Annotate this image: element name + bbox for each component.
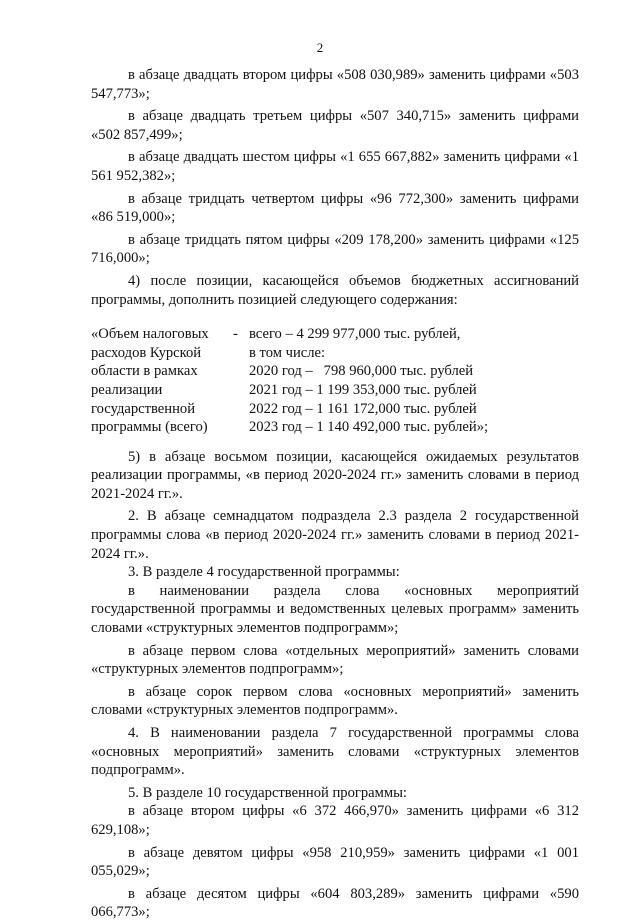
document-body	[91, 66, 579, 922]
paragraph-abzac-34: в абзаце тридцать четвертом цифры «96 772,300» заменить цифрами «86 519,000»;	[91, 190, 579, 226]
paragraph-section-10-abzac-10: в абзаце десятом цифры «604 803,289» заменить цифрами «590 066,773»;	[91, 885, 579, 921]
paragraph-section-2: 2. В абзаце семнадцатом подраздела 2.3 раздела 2 государственной программы слова «в период 2020-2024 гг.» заменить словами в период 2021-2024 гг.».	[91, 508, 579, 562]
paragraph-item-4: 4) после позиции, касающейся объемов бюджетных ассигнований программы, дополнить позицией следующего содержания:	[91, 272, 579, 308]
paragraph-section-10-heading: 5. В разделе 10 государственной программы:	[128, 784, 407, 801]
paragraph-section-10-abzac-2: в абзаце втором цифры «6 372 466,970» заменить цифрами «6 312 629,108»;	[91, 803, 579, 838]
paragraph-section-4-abzac-41: в абзаце сорок первом слова «основных мероприятий» заменить словами «структурных элементов подпрограмм».	[91, 683, 579, 719]
value-line: в том числе:	[249, 344, 326, 361]
paragraph-item-5: 5) в абзаце восьмом позиции, касающейся ожидаемых результатов реализации программы, «в период 2020-2024 гг.» заменить словами в период 2021-2024 гг.».	[91, 448, 579, 502]
tax-expenditure-values	[249, 325, 579, 437]
paragraph-section-4-title: в наименовании раздела слова «основных мероприятий государственной программы и ведомственных целевых программ» заменить словами «структурных элементов подпрограмм»;	[91, 582, 579, 637]
tax-expenditure-label	[91, 325, 233, 437]
value-line: 2021 год – 1 199 353,000 тыс. рублей	[249, 381, 477, 398]
paragraph-section-10-abzac-9: в абзаце девятом цифры «958 210,959» заменить цифрами «1 001 055,029»;	[91, 844, 579, 880]
paragraph-section-4-abzac-1: в абзаце первом слова «отдельных мероприятий» заменить словами «структурных элементов подпрограмм»;	[91, 642, 579, 678]
paragraph-section-7: 4. В наименовании раздела 7 государственной программы слова «основных мероприятий» заменить словами «структурных элементов подпрограмм».	[91, 725, 579, 779]
paragraph-abzac-22: в абзаце двадцать втором цифры «508 030,989» заменить цифрами «503 547,773»;	[91, 67, 579, 102]
paragraph-abzac-23: в абзаце двадцать третьем цифры «507 340,715» заменить цифрами «502 857,499»;	[91, 108, 579, 143]
paragraph-abzac-26: в абзаце двадцать шестом цифры «1 655 667,882» заменить цифрами «1 561 952,382»;	[91, 149, 579, 184]
value-line: 2020 год – 798 960,000 тыс. рублей	[249, 363, 474, 380]
paragraph-section-4-heading: 3. В разделе 4 государственной программы:	[128, 564, 400, 581]
label-line: реализации	[91, 381, 163, 398]
label-line: области в рамках	[91, 363, 198, 380]
page-number: 2	[316, 40, 324, 55]
value-line: 2022 год – 1 161 172,000 тыс. рублей	[249, 400, 477, 417]
label-line: расходов Курской	[91, 344, 202, 361]
label-line: государственной	[91, 400, 196, 417]
tax-expenditure-table	[91, 325, 579, 437]
value-line: всего – 4 299 977,000 тыс. рублей,	[249, 326, 461, 343]
table-dash: -	[233, 326, 238, 343]
label-line: программы (всего)	[91, 419, 208, 436]
label-line: «Объем налоговых	[91, 326, 209, 343]
paragraph-abzac-35: в абзаце тридцать пятом цифры «209 178,200» заменить цифрами «125 716,000»;	[91, 231, 579, 267]
value-line: 2023 год – 1 140 492,000 тыс. рублей»;	[249, 419, 489, 436]
